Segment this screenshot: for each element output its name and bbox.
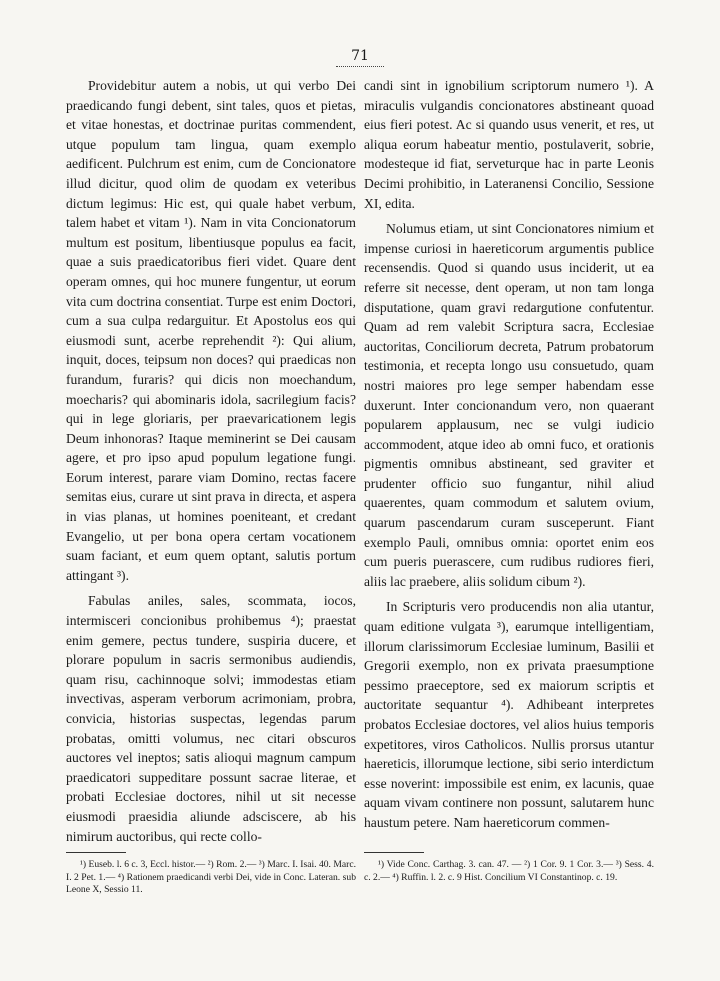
footnotes-right <box>364 852 654 884</box>
page-number-underline <box>336 66 384 67</box>
footnotes-left <box>66 852 356 897</box>
right-paragraph-3: In Scripturis vero producendis non alia utantur, quam editione vulgata ³), earumque intelligentiam, illorum clarissimorum Ecclesiae luminum, Basilii et Gregorii exemplo, non ex privata praesumptione pessimo praeceptore, sed ex maiorum scriptis et auctoritate sequantur ⁴). Adhibeant interpretes probatos Ecclesiae doctores, vel alios huius temporis expetitores, viros Catholicos. Nullis prorsus utantur haereticis, illorumque lectione, sibi serio interdictum esse noverint: impossibile est enim, ex lacunis, quae aquam vivam continere non possunt, salutarem hunc haustum petere. Nam haereticorum commen- <box>364 599 654 830</box>
footnote-rule-left <box>66 852 126 853</box>
page-number: 71 <box>351 48 369 64</box>
footnote-text-left: ¹) Euseb. l. 6 c. 3, Eccl. histor.— ²) Rom. 2.— ³) Marc. I. Isai. 40. Marc. I. 2 Pet. 1.— ⁴) Rationem praedicandi verbi Dei, vide in Conc. Lateran. sub Leone X, Sessio 11. <box>66 859 356 895</box>
right-column <box>364 76 654 839</box>
right-paragraph-2: Nolumus etiam, ut sint Concionatores nimium et impense curiosi in haereticorum argumentis publice recensendis. Quod si quando usus inciderit, ut ea referre sit necesse, dent operam, ut non tam longa disputatione, quam gravi redargutione confutentur. Quam ad rem valebit Scriptura sacra, Ecclesiae auctoritas, Conciliorum decreta, Patrum probatorum testimonia, et recepta longo usu consuetudo, quam nostri maiores pro lege semper habendam esse duxerunt. Inter concionandum vero, non quaerant popularem applausum, nec se vulgi iudicio accommodent, atque ideo ab omni fuco, et orationis pigmentis omnibus abstineant, sed graviter et prudenter officio suo fungantur, nihil aliud quaerentes, quam commodum et salutem ovium, quarum pascendarum curam susceperunt. Fiant exemplo Pauli, omnibus omnia: oportet enim eos cum pueris puerascere, cum rudibus rudiores fieri, aliis lac praebere, aliis solidum cibum ²). <box>364 221 654 589</box>
left-paragraph-2: Fabulas aniles, sales, scommata, iocos, intermisceri concionibus prohibemus ⁴); praestat enim gemere, pectus tundere, suspiria ducere, et plorare populum in sacris sermonibus audiendis, quam risu, cachinnoque solvi; immodestas etiam invectivas, asperam verborum acrimoniam, probra, convicia, historias suspectas, legendas parum probatas, omitti volumus, nec citari obscuros auctores vel ineptos; satis alioqui magnum campum praedicatori suppeditare possunt sacrae literae, et probati Ecclesiae doctores, nihil ut sit necesse eiusmodi praesidia aliunde adsciscere, ab his nimirum auctoribus, qui recte collo- <box>66 593 356 844</box>
right-paragraph-1: candi sint in ignobilium scriptorum numero ¹). A miraculis vulgandis concionatores abstineant quoad eius fieri potest. Ac si quando usus venerit, et res, ut aliqua eorum habeatur mentio, postulaverit, sobrie, modesteque id fiat, serveturque hac in parte Leonis Decimi prohibitio, in Lateranensi Concilio, Sessione XI, edita. <box>364 78 654 211</box>
footnote-text-right: ¹) Vide Conc. Carthag. 3. can. 47. — ²) 1 Cor. 9. 1 Cor. 3.— ³) Sess. 4. c. 2.— ⁴) Ruffin. l. 2. c. 9 Hist. Concilium VI Constantinop. c. 19. <box>364 859 654 883</box>
left-paragraph-1: Providebitur autem a nobis, ut qui verbo Dei praedicando fungi debent, sint tales, quos et pietas, et vitae honestas, et doctrinae puritas commendent, utque populum tam lingua, quam exemplo aedificent. Pulchrum est enim, cum de Concionatore illud dicitur, quod olim de quodam ex veteribus dictum legimus: Hic est, qui quale habet verbum, talem habet et vitam ¹). Nam in vita Concionatorum multum est positum, libentiusque populus ea facit, quae a suis praedicatoribus fieri videt. Quare dent operam omnes, qui hoc munere fungentur, ut eorum vita cum doctrina consentiat. Turpe est enim Doctori, cum a sua culpa redarguitur. Et Apostolus eos qui eiusmodi sunt, acerbe reprehendit ²): Qui alium, inquit, doces, teipsum non doces? qui praedicas non furandum, furaris? qui dicis non moechandum, moecharis? qui abominaris idola, sacrilegium facis? qui in lege gloriaris, per praevaricationem legis Deum inhonoras? Itaque meminerint se Dei causam agere, et pro ipso apud populum legatione fungi. Eorum interest, parare viam Domino, rectas facere semitas eius, curare ut sint prava in directa, et aspera in vias planas, ut homines poeniteant, et credant Evangelio, ut per bona opera certam vocationem suam faciant, et eum quem optant, salutis portum attingant ³). <box>66 78 356 583</box>
left-column <box>66 76 356 852</box>
footnote-rule-right <box>364 852 424 853</box>
